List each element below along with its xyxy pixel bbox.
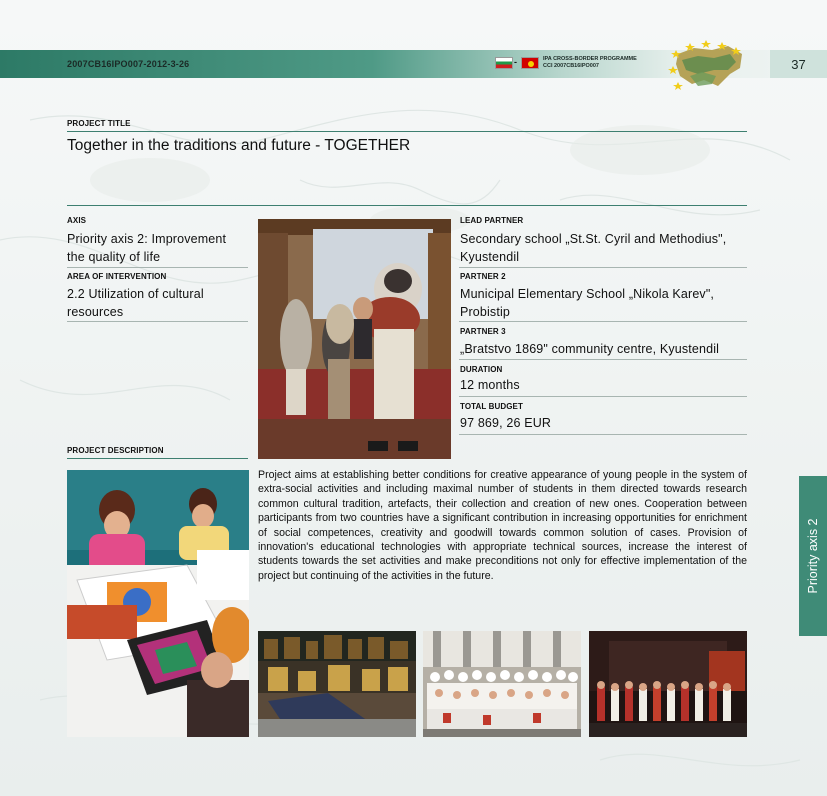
- performers-photo: [258, 219, 451, 459]
- partner-2-divider: [459, 321, 747, 322]
- duration-label: DURATION: [460, 365, 503, 374]
- project-description-label: PROJECT DESCRIPTION: [67, 446, 164, 455]
- area-divider: [67, 321, 248, 322]
- project-description-text: Project aims at establishing better conditions for creative appearance of young people in the system of extra-social activities and including maximal number of students in them directed towards research common cultural tradition, artefacts, their collection and creation of new ones. Cooperation between participants from two countries have a significant contribution in increasing opportunities for enrichment of social competences, creativity and goodwill towards common solution of cases. Provision of innovation's educational technologies with appropriate technical sources, increase the interest of students towards the set activities and make preconditions not only for effective implementation of the project but continuing of the activities in the future.: [258, 469, 747, 582]
- total-budget-label: TOTAL BUDGET: [460, 402, 523, 411]
- lead-partner-value: Secondary school „St.St. Cyril and Methodius", Kyustendil: [460, 232, 727, 264]
- partner-2-label: PARTNER 2: [460, 272, 506, 281]
- project-code: 2007CB16IPO007-2012-3-26: [67, 59, 190, 69]
- group-photo: [423, 631, 581, 737]
- folk-dance-photo: [589, 631, 747, 737]
- area-of-intervention-value: 2.2 Utilization of cultural resources: [67, 287, 204, 319]
- area-of-intervention-label: AREA OF INTERVENTION: [67, 272, 167, 281]
- programme-map-logo: [668, 40, 748, 92]
- section-rule: [67, 205, 747, 206]
- partner-2-value: Municipal Elementary School „Nikola Karev", Probistip: [460, 287, 715, 319]
- flag-separator: -: [514, 57, 517, 67]
- priority-axis-tab: [799, 476, 827, 636]
- lead-partner-label: LEAD PARTNER: [460, 216, 524, 225]
- description-rule: [67, 458, 248, 459]
- partner-3-value: „Bratstvo 1869" community centre, Kyustendil: [460, 342, 720, 356]
- bulgaria-flag-icon: [495, 57, 513, 69]
- total-budget-value: 97 869, 26 EUR: [460, 416, 552, 430]
- title-rule: [67, 131, 747, 132]
- lead-partner-divider: [459, 267, 747, 268]
- duration-value: 12 months: [460, 378, 520, 392]
- partner-3-label: PARTNER 3: [460, 327, 506, 336]
- partner-3-divider: [459, 359, 747, 360]
- axis-label: AXIS: [67, 216, 87, 225]
- budget-divider: [459, 434, 747, 435]
- axis-value: Priority axis 2: Improvement the quality of life: [67, 232, 227, 264]
- duration-divider: [459, 396, 747, 397]
- children-crafting-photo: [67, 470, 249, 737]
- project-title-label: PROJECT TITLE: [67, 119, 131, 128]
- project-title: Together in the traditions and future - TOGETHER: [67, 137, 411, 154]
- priority-axis-tab-label: Priority axis 2: [806, 518, 820, 594]
- page-number: 37: [770, 50, 827, 78]
- macedonia-flag-icon: [521, 57, 539, 69]
- programme-name: IPA CROSS-BORDER PROGRAMME CCI 2007CB16IPO007: [543, 56, 637, 69]
- exhibition-photo: [258, 631, 416, 737]
- axis-divider: [67, 267, 248, 268]
